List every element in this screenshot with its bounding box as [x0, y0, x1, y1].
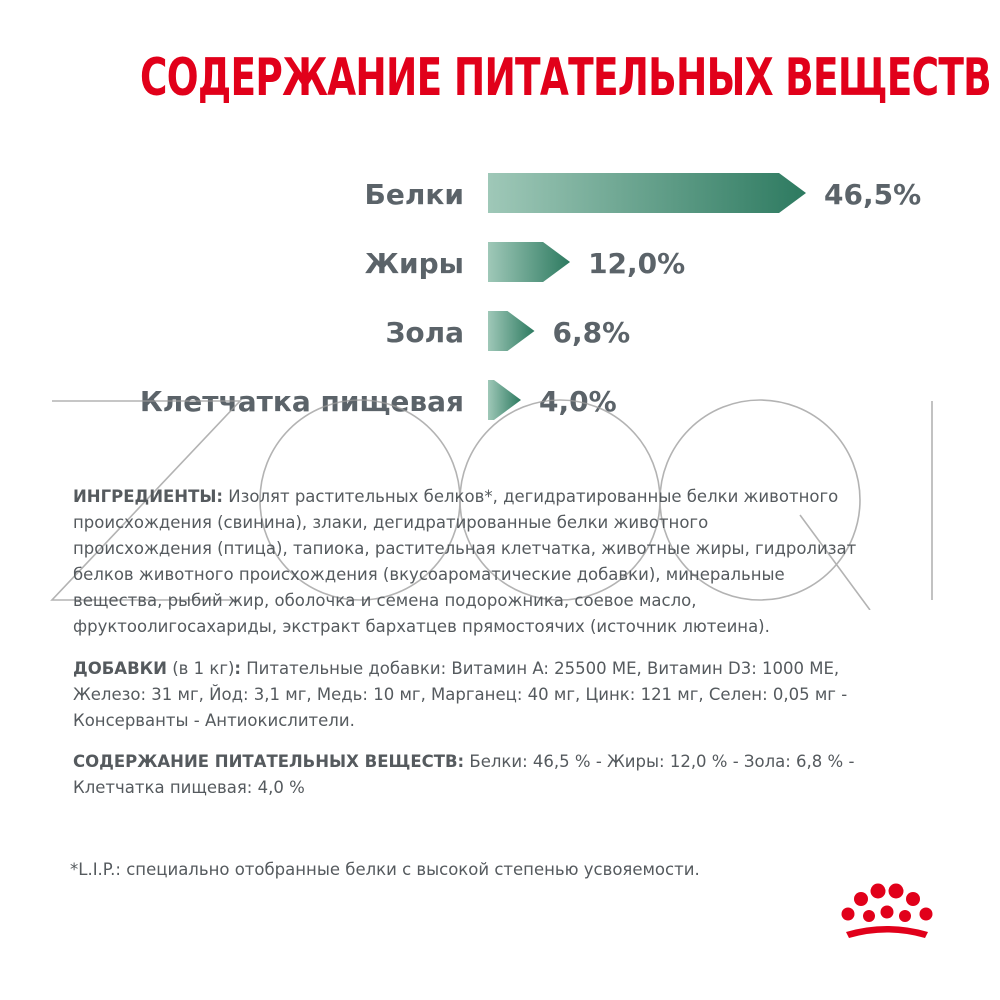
additives-section: [73, 656, 943, 734]
value-label-2: 6,8%: [552, 316, 631, 349]
footnote: *L.I.P.: специально отобранные белки с высокой степенью усвояемости.: [70, 860, 700, 879]
bar-1: [488, 242, 570, 282]
bar-0: [488, 173, 806, 213]
royal-canin-crown-icon: [832, 880, 942, 950]
nutrients-heading: СОДЕРЖАНИЕ ПИТАТЕЛЬНЫХ ВЕЩЕСТВ:: [73, 752, 465, 771]
additives-colon: :: [234, 659, 242, 678]
value-label-0: 46,5%: [824, 178, 922, 211]
ingredients-text: Изолят растительных белков*, дегидратированные белки животного происхождения (свинина), злаки, дегидратированные белки животного происхождения (птица), тапиока, растительная клетчатка, животные жиры, гидролизат белков животного происхождения (вкусоароматические добавки), минеральные вещества, рыбий жир, оболочка и семена подорожника, соевое масло, фруктоолигосахариды, экстракт бархатцев прямостоячих (источник лютеина).: [73, 487, 857, 636]
category-label-2: Зола: [385, 316, 464, 349]
nutrient-bar-chart: [0, 0, 1000, 440]
nutrients-text: Белки: 46,5 % - Жиры: 12,0 % - Зола: 6,8 % - Клетчатка пищевая: 4,0 %: [73, 752, 855, 797]
value-label-1: 12,0%: [588, 247, 686, 280]
ingredients-section: [73, 484, 943, 640]
category-label-1: Жиры: [364, 247, 464, 280]
additives-heading: ДОБАВКИ: [73, 659, 167, 678]
value-label-3: 4,0%: [539, 385, 617, 418]
ingredients-heading: ИНГРЕДИЕНТЫ:: [73, 487, 224, 506]
additives-text: Питательные добавки: Витамин A: 25500 МЕ, Витамин D3: 1000 МЕ, Железо: 31 мг, Йод: 3,1 мг, Медь: 10 мг, Марганец: 40 мг, Цинк: 121 мг, Селен: 0,05 мг - Консерванты - Антиокислители.: [73, 659, 848, 730]
bar-2: [488, 311, 535, 351]
category-label-3: Клетчатка пищевая: [139, 385, 464, 418]
category-label-0: Белки: [364, 178, 464, 211]
page-title: СОДЕРЖАНИЕ ПИТАТЕЛЬНЫХ ВЕЩЕСТВ: [140, 48, 991, 108]
additives-subheading: (в 1 кг): [166, 659, 235, 678]
nutrients-section: [73, 749, 943, 801]
